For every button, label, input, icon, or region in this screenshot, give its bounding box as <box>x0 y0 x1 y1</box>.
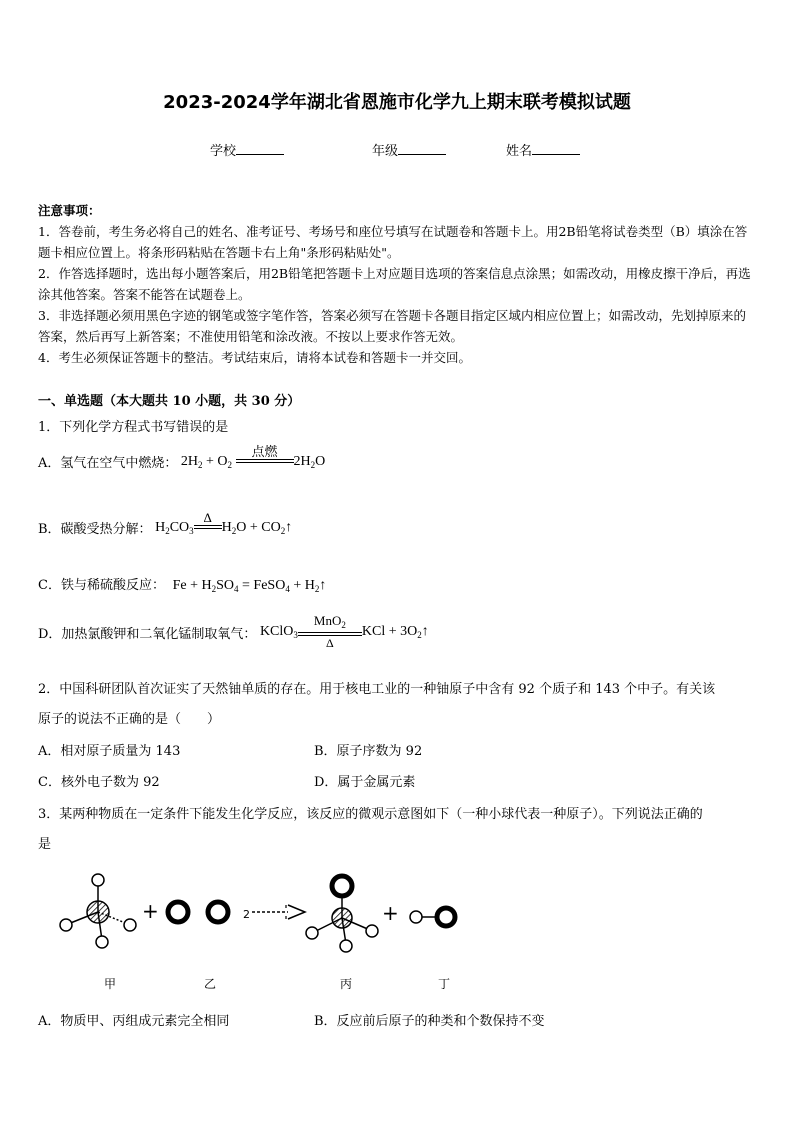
q1-option-d[interactable] <box>38 614 429 650</box>
option-c-label: C．铁与稀硫酸反应： <box>38 578 165 593</box>
catalyst-text: MnO <box>313 613 342 628</box>
school-label: 学校 <box>210 144 237 159</box>
q2-stem-line1: 2．中国科研团队首次证实了天然铀单质的存在。用于核电工业的一种铀原子中含有 92 个质子和 143 个中子。有关该 <box>38 682 716 697</box>
label-ding: 丁 <box>438 977 451 991</box>
molecule-ding <box>410 908 455 926</box>
note-item: 3．非选择题必须用黑色字迹的钢笔或签字笔作答，答案必须写在答题卡各题目指定区域内相应位置上；如需改动，先划掉原来的答案，然后再写上新答案；不准使用铅笔和涂改液。不按以上要求作答无效。 <box>38 308 746 344</box>
option-b-label: B．碳酸受热分解： <box>38 522 152 537</box>
page-title: 2023-2024学年湖北省恩施市化学九上期末联考模拟试题 <box>163 92 631 113</box>
equation-a: $2H_2 + O_2$ 点燃 $2H_2O$ <box>177 444 326 470</box>
heat-text: Δ <box>326 636 334 650</box>
label-jia: 甲 <box>104 977 117 991</box>
label-bing: 丙 <box>340 977 353 991</box>
note-item: 4．考生必须保证答题卡的整洁。考试结束后，请将本试卷和答题卡一并交回。 <box>38 350 471 365</box>
option-a-label: A．氢气在空气中燃烧： <box>38 456 178 471</box>
name-label: 姓名 <box>506 144 533 159</box>
q3-stem-line1: 3．某两种物质在一定条件下能发生化学反应，该反应的微观示意图如下（一种小球代表一种原子）。下列说法正确的 <box>38 807 703 822</box>
grade-field <box>372 140 446 159</box>
name-field <box>506 140 580 159</box>
q2-stem-line2: 原子的说法不正确的是（ ） <box>38 712 221 727</box>
note-item: 1．答卷前，考生务必将自己的姓名、准考证号、考场号和座位号填写在试题卷和答题卡上。用2B铅笔将试卷类型（B）填涂在答题卡相应位置上。将条形码粘贴在答题卡右上角"条形码粘贴处"。 <box>38 224 748 260</box>
q3-option-b[interactable]: B．反应前后原子的种类和个数保持不变 <box>314 1014 545 1029</box>
arrow-number: 2 <box>243 908 250 921</box>
condition-text: Δ <box>203 510 212 526</box>
q1-option-b[interactable] <box>38 510 293 537</box>
note-item: 2．作答选择题时，选出每小题答案后，用2B铅笔把答题卡上对应题目选项的答案信息点涂黑；如需改动，用橡皮擦干净后，再选涂其他答案。答案不能答在试题卷上。 <box>38 266 751 302</box>
school-field <box>210 140 284 159</box>
option-d-label: D．加热氯酸钾和二氧化锰制取氧气： <box>38 626 257 642</box>
q1-option-c[interactable] <box>38 574 326 594</box>
molecule-jia <box>60 874 136 948</box>
q3-stem-line2: 是 <box>38 837 52 852</box>
q3-option-a[interactable]: A．物质甲、丙组成元素完全相同 <box>38 1014 230 1029</box>
grade-blank[interactable] <box>398 142 446 155</box>
q2-option-d[interactable]: D．属于金属元素 <box>314 775 416 790</box>
school-blank[interactable] <box>236 142 284 155</box>
grade-label: 年级 <box>372 144 399 159</box>
condition-text: 点燃 <box>251 444 278 460</box>
equation-b: $H_2CO_3$ Δ $H_2O$ + $CO_2↑$ <box>151 510 293 536</box>
condition-b <box>194 511 222 529</box>
molecule-bing <box>306 876 378 952</box>
q2-option-b[interactable]: B．原子序数为 92 <box>314 744 423 759</box>
molecule-yi <box>168 902 228 922</box>
q2-option-a[interactable]: A．相对原子质量为 143 <box>38 744 181 759</box>
plus-sign: + <box>382 901 399 925</box>
equation-c: $Fe + H_2SO_4$ = FeSO$_4$ + $H_2↑$ <box>169 578 327 594</box>
reaction-diagram <box>40 862 480 962</box>
reaction-arrow <box>243 905 305 921</box>
condition-d: MnO$_2$ Δ <box>298 614 362 650</box>
section-heading: 一、单选题（本大题共 10 小题，共 30 分） <box>38 394 301 409</box>
label-yi: 乙 <box>204 977 217 991</box>
q1-option-a[interactable] <box>38 444 326 471</box>
q2-option-c[interactable]: C．核外电子数为 92 <box>38 775 160 790</box>
name-blank[interactable] <box>532 142 580 155</box>
condition-a <box>236 445 294 463</box>
notes-section <box>38 200 758 368</box>
equation-d: KClO$_3$ MnO$_2$ Δ KCl + $3O_2↑$ <box>256 613 429 650</box>
notes-heading: 注意事项： <box>38 203 101 218</box>
q1-stem: 1．下列化学方程式书写错误的是 <box>38 420 229 435</box>
plus-sign: + <box>142 899 159 923</box>
